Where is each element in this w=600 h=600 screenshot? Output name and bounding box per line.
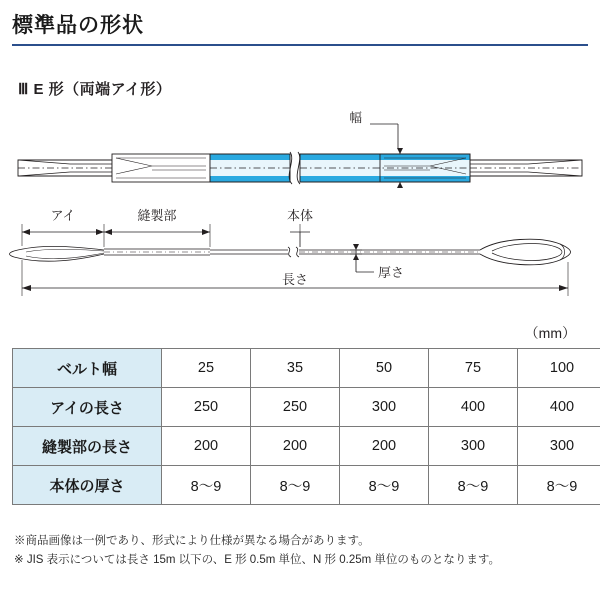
footnotes (14, 532, 588, 570)
row-header: 縫製部の長さ (13, 427, 162, 466)
footnote-2: ※ JIS 表示については長さ 15m 以下の、E 形 0.5m 単位、N 形 0.25m 単位のものとなります。 (14, 554, 500, 566)
table-cell: 8～9 (518, 466, 600, 505)
label-width: 幅 (349, 111, 362, 125)
table-cell: 250 (162, 388, 251, 427)
table-cell: 35 (251, 349, 340, 388)
table-cell: 300 (518, 427, 600, 466)
table-cell: 400 (518, 388, 600, 427)
title-divider (12, 44, 588, 46)
table-row (13, 349, 600, 388)
unit-label: （mm） (524, 325, 576, 341)
table-cell: 300 (340, 388, 429, 427)
label-eye: アイ (50, 208, 76, 223)
sling-diagram (0, 104, 600, 324)
table-cell: 300 (429, 427, 518, 466)
label-body: 本体 (286, 208, 314, 223)
page-title: 標準品の形状 (12, 14, 144, 37)
table-row (13, 466, 600, 505)
label-length: 長さ (281, 272, 309, 287)
row-header: アイの長さ (13, 388, 162, 427)
section-heading: Ⅲ E 形（両端アイ形） (18, 81, 172, 98)
table-cell: 75 (429, 349, 518, 388)
row-header: 本体の厚さ (13, 466, 162, 505)
table-cell: 200 (340, 427, 429, 466)
spec-table (12, 348, 600, 505)
table-cell: 8～9 (251, 466, 340, 505)
row-header: ベルト幅 (13, 349, 162, 388)
table-cell: 8～9 (429, 466, 518, 505)
table-row (13, 427, 600, 466)
table-cell: 400 (429, 388, 518, 427)
table-row (13, 388, 600, 427)
table-cell: 100 (518, 349, 600, 388)
footnote-1: ※商品画像は一例であり、形式により仕様が異なる場合があります。 (14, 535, 370, 547)
table-cell: 200 (162, 427, 251, 466)
table-cell: 8～9 (340, 466, 429, 505)
table-cell: 200 (251, 427, 340, 466)
label-thickness: 厚さ (378, 265, 405, 280)
table-cell: 25 (162, 349, 251, 388)
table-cell: 50 (340, 349, 429, 388)
page-title-block (12, 12, 588, 46)
label-sewn: 縫製部 (137, 208, 177, 223)
table-cell: 8～9 (162, 466, 251, 505)
table-cell: 250 (251, 388, 340, 427)
